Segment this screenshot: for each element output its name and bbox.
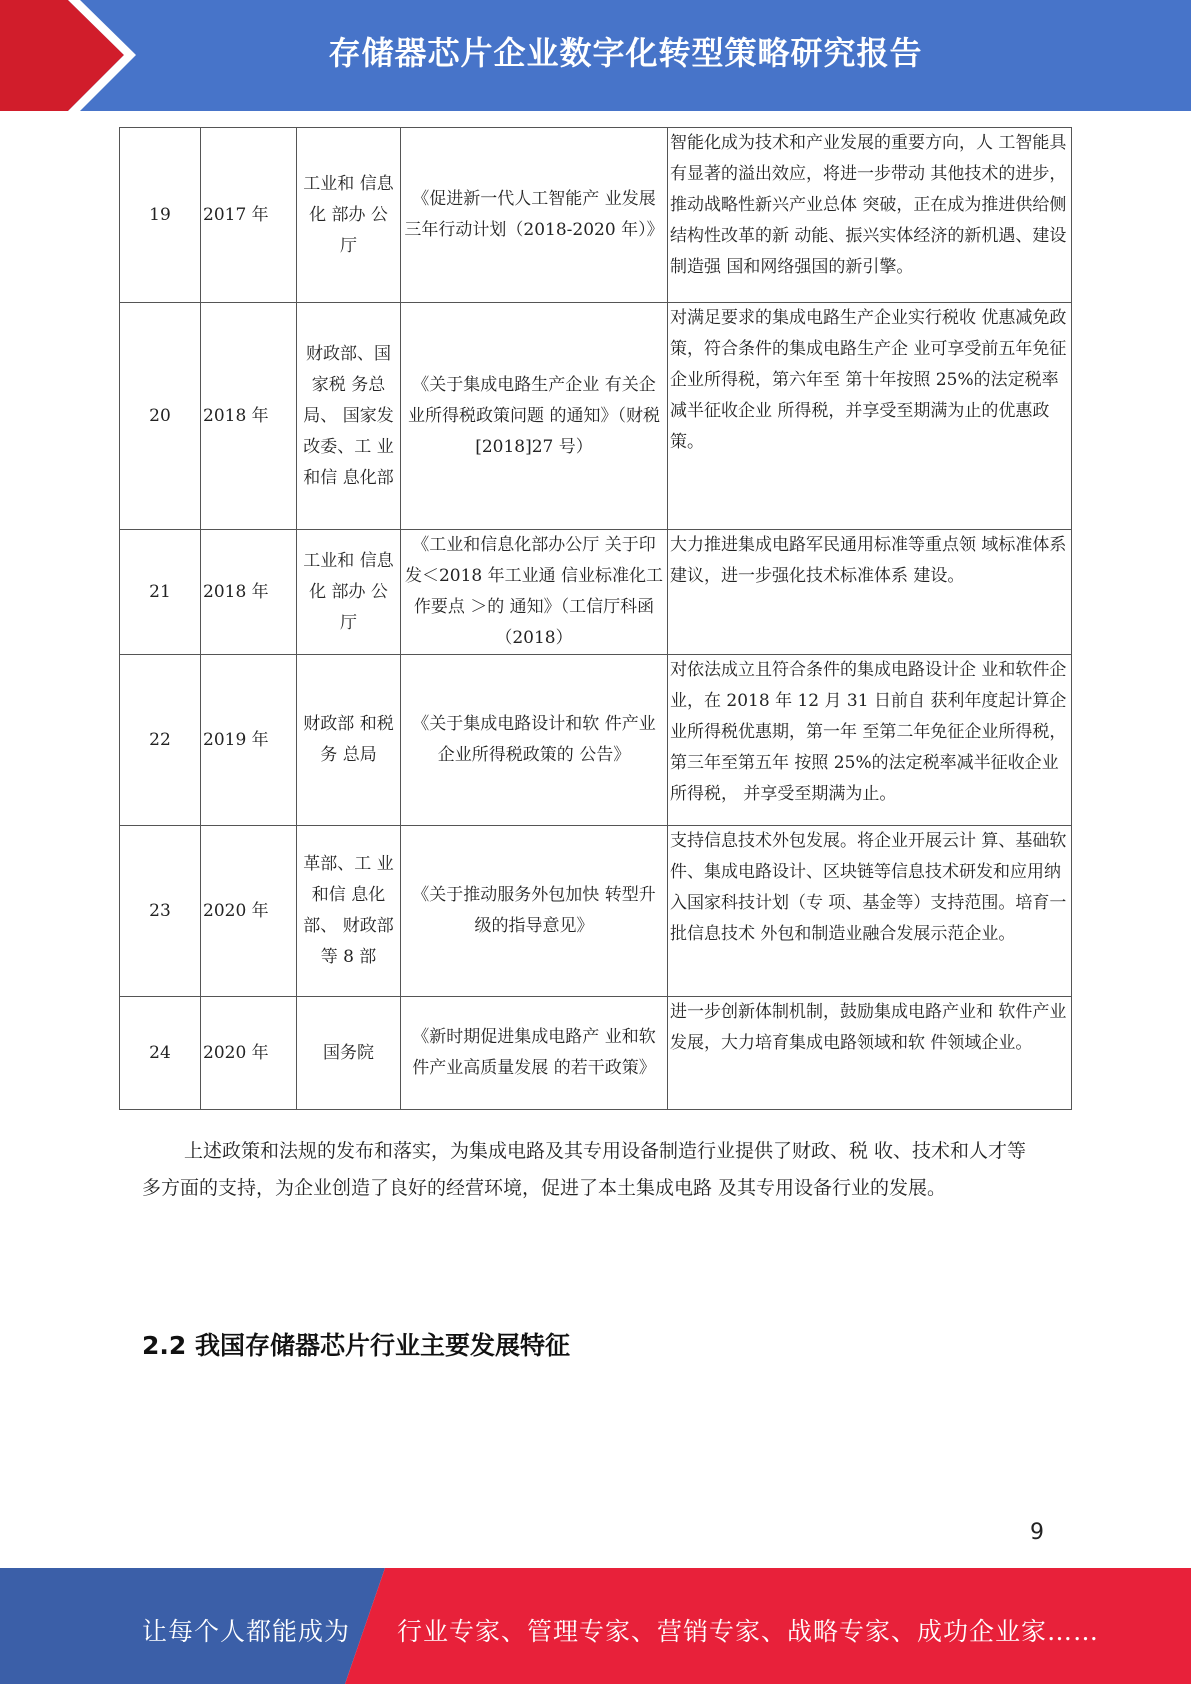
row-department: 国务院 <box>297 997 401 1110</box>
page-footer <box>0 1568 1191 1684</box>
row-number: 23 <box>120 826 201 997</box>
row-document: 《关于集成电路设计和软 件产业企业所得税政策的 公告》 <box>401 655 668 826</box>
table-row <box>120 655 1072 826</box>
table-row <box>120 997 1072 1110</box>
table-row <box>120 826 1072 997</box>
row-content: 智能化成为技术和产业发展的重要方向，人 工智能具有显著的溢出效应，将进一步带动 其他技术的进步，推动战略性新兴产业总体 突破，正在成为推进供给侧结构性改革的新 动能、振兴实体经济的新机遇、建设制造强 国和网络强国的新引擎。 <box>668 128 1072 303</box>
row-year: 2017 年 <box>201 128 297 303</box>
row-department: 财政部 和税务 总局 <box>297 655 401 826</box>
row-content: 对依法成立且符合条件的集成电路设计企 业和软件企业，在 2018 年 12 月 31 日前自 获利年度起计算企业所得税优惠期，第一年 至第二年免征企业所得税，第三年至第五年 按照 25%的法定税率减半征收企业所得税， 并享受至期满为止。 <box>668 655 1072 826</box>
row-number: 19 <box>120 128 201 303</box>
summary-paragraph: 上述政策和法规的发布和落实，为集成电路及其专用设备制造行业提供了财政、税 收、技术和人才等多方面的支持，为企业创造了良好的经营环境，促进了本土集成电路 及其专用设备行业的发展。 <box>142 1140 1027 1199</box>
page-header <box>0 0 1191 111</box>
row-department: 革部、工 业和信 息化部、 财政部 等 8 部 <box>297 826 401 997</box>
row-department: 工业和 信息化 部办 公 厅 <box>297 530 401 655</box>
table-row <box>120 530 1072 655</box>
page-number: 9 <box>1030 1520 1044 1545</box>
row-document: 《工业和信息化部办公厅 关于印发＜2018 年工业通 信业标准化工作要点 ＞的 通知》（工信厅科函（2018） <box>401 530 668 655</box>
row-document: 《关于推动服务外包加快 转型升级的指导意见》 <box>401 826 668 997</box>
row-content: 对满足要求的集成电路生产企业实行税收 优惠减免政策，符合条件的集成电路生产企 业可享受前五年免征企业所得税，第六年至 第十年按照 25%的法定税率减半征收企业 所得税，并享受至期满为止的优惠政策。 <box>668 303 1072 530</box>
header-arrow-decoration <box>0 0 150 111</box>
row-number: 22 <box>120 655 201 826</box>
report-title: 存储器芯片企业数字化转型策略研究报告 <box>328 34 923 72</box>
row-department: 工业和 信息化 部办 公 厅 <box>297 128 401 303</box>
row-department: 财政部、国家税 务总局、 国家发 改委、工 业和信 息化部 <box>297 303 401 530</box>
row-number: 21 <box>120 530 201 655</box>
row-year: 2018 年 <box>201 530 297 655</box>
policy-table <box>119 127 1072 1110</box>
row-document: 《新时期促进集成电路产 业和软件产业高质量发展 的若干政策》 <box>401 997 668 1110</box>
table-row <box>120 128 1072 303</box>
row-year: 2020 年 <box>201 997 297 1110</box>
row-content: 支持信息技术外包发展。将企业开展云计 算、基础软件、集成电路设计、区块链等信息技术研发和应用纳入国家科技计划（专 项、基金等）支持范围。培育一批信息技术 外包和制造业融合发展示范企业。 <box>668 826 1072 997</box>
row-year: 2018 年 <box>201 303 297 530</box>
table-row <box>120 303 1072 530</box>
section-heading: 2.2 我国存储器芯片行业主要发展特征 <box>142 1331 570 1360</box>
row-document: 《关于集成电路生产企业 有关企业所得税政策问题 的通知》（财税[2018]27 号） <box>401 303 668 530</box>
row-year: 2019 年 <box>201 655 297 826</box>
row-document: 《促进新一代人工智能产 业发展三年行动计划（2018-2020 年）》 <box>401 128 668 303</box>
row-number: 24 <box>120 997 201 1110</box>
row-content: 大力推进集成电路军民通用标准等重点领 域标准体系建议，进一步强化技术标准体系 建设。 <box>668 530 1072 655</box>
row-content: 进一步创新体制机制，鼓励集成电路产业和 软件产业发展，大力培育集成电路领域和软 件领域企业。 <box>668 997 1072 1110</box>
footer-slogan-left: 让每个人都能成为 <box>142 1617 351 1646</box>
footer-slogan-right: 行业专家、管理专家、营销专家、战略专家、成功企业家…… <box>397 1617 1100 1646</box>
row-year: 2020 年 <box>201 826 297 997</box>
row-number: 20 <box>120 303 201 530</box>
